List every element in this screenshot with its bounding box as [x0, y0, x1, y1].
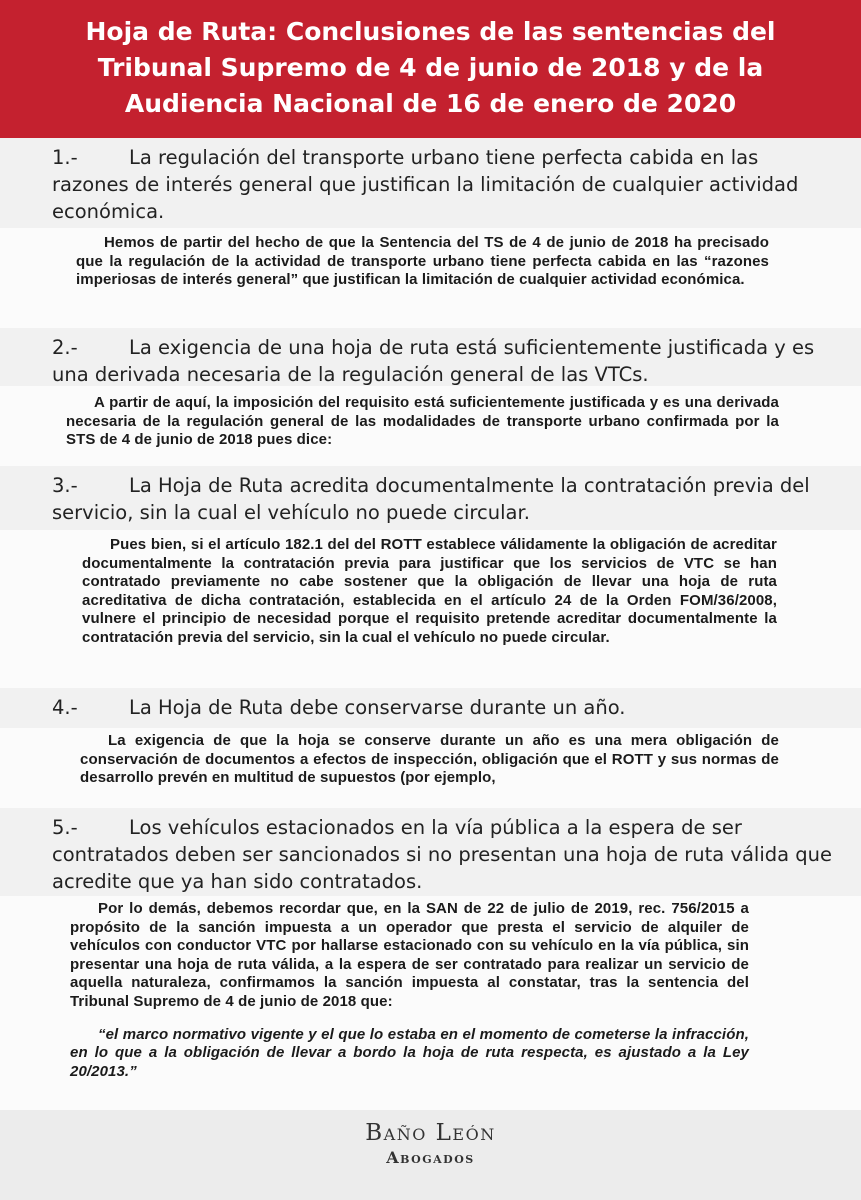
point-4-text: La Hoja de Ruta debe conservarse durante un año.: [129, 696, 626, 719]
point-2-text: La exigencia de una hoja de ruta está suficientemente justificada y es una derivada necesaria de la regulación general de las VTCs.: [52, 336, 815, 386]
point-1-text: La regulación del transporte urbano tiene perfecta cabida en las razones de interés general que justifican la limitación de cualquier actividad económica.: [52, 146, 799, 223]
quote-1: [0, 228, 861, 328]
title-line-3: Audiencia Nacional de 16 de enero de 2020: [124, 89, 737, 118]
point-5-text: Los vehículos estacionados en la vía pública a la espera de ser contratados deben ser sancionados si no presentan una hoja de ruta válida que acredite que ya han sido contratados.: [52, 816, 833, 893]
point-1: [0, 138, 861, 228]
quote-5-citation: “el marco normativo vigente y el que lo estaba en el momento de cometerse la infracción, en lo que a la obligación de llevar a bordo la hoja de ruta respecta, es ajustado a la Ley 20/2013.”: [70, 1025, 749, 1080]
quote-2-text: A partir de aquí, la imposición del requisito está suficientemente justificada y es una derivada necesaria de la regulación general de las modalidades de transporte urbano confirmada por la STS de 4 de junio de 2018 pues dice:: [66, 394, 779, 449]
quote-2: [0, 386, 861, 466]
point-4: [0, 688, 861, 728]
point-2: [0, 328, 861, 386]
point-4-number: 4.-: [52, 696, 78, 719]
quote-3-text: Pues bien, si el artículo 182.1 del del ROTT establece válidamente la obligación de acreditar documentalmente la contratación previa para justificar que los servicios de VTC se han contratado previamente no cabe sostener que la obligación de llevar una hoja de ruta acreditativa de dicha contratación, establecida en el artículo 24 de la Orden FOM/36/2008, vulnere el principio de necesidad porque el requisito pretende acreditar documentalmente la contratación previa del servicio, sin la cual el vehículo no puede circular.: [82, 536, 777, 646]
quote-5: [0, 896, 861, 1110]
footer-subtitle: Abogados: [386, 1148, 475, 1167]
point-2-number: 2.-: [52, 336, 78, 359]
quote-3: [0, 530, 861, 688]
title-line-1: Hoja de Ruta: Conclusiones de las sentencias del: [85, 17, 776, 46]
point-3-text: La Hoja de Ruta acredita documentalmente la contratación previa del servicio, sin la cual el vehículo no puede circular.: [52, 474, 810, 524]
quote-4-text: La exigencia de que la hoja se conserve durante un año es una mera obligación de conservación de documentos a efectos de inspección, obligación que el ROTT y sus normas de desarrollo prevén en multitud de supuestos (por ejemplo,: [80, 732, 779, 787]
point-3: [0, 466, 861, 530]
point-5: [0, 808, 861, 896]
title-line-2: Tribunal Supremo de 4 de junio de 2018 y de la: [97, 53, 764, 82]
page-header: [0, 0, 861, 138]
quote-4: [0, 728, 861, 808]
point-3-number: 3.-: [52, 474, 78, 497]
point-5-number: 5.-: [52, 816, 78, 839]
quote-5-text: Por lo demás, debemos recordar que, en la SAN de 22 de julio de 2019, rec. 756/2015 a propósito de la sanción impuesta a un operador que presta el servicio de alquiler de vehículos con conductor VTC por hallarse estacionado con su vehículo en la vía pública, sin presentar una hoja de ruta válida, a la espera de ser contratado para realizar un servicio de aquella naturaleza, confirmamos la sanción impuesta al constatar, tras la sentencia del Tribunal Supremo de 4 de junio de 2018 que:: [70, 900, 749, 1010]
footer-brand: Baño León: [365, 1120, 496, 1146]
point-1-number: 1.-: [52, 146, 78, 169]
footer-logo: [0, 1110, 861, 1200]
quote-1-text: Hemos de partir del hecho de que la Sentencia del TS de 4 de junio de 2018 ha precisado que la regulación de la actividad de transporte urbano tiene perfecta cabida en las “razones imperiosas de interés general” que justifican la limitación de cualquier actividad económica.: [76, 234, 769, 289]
